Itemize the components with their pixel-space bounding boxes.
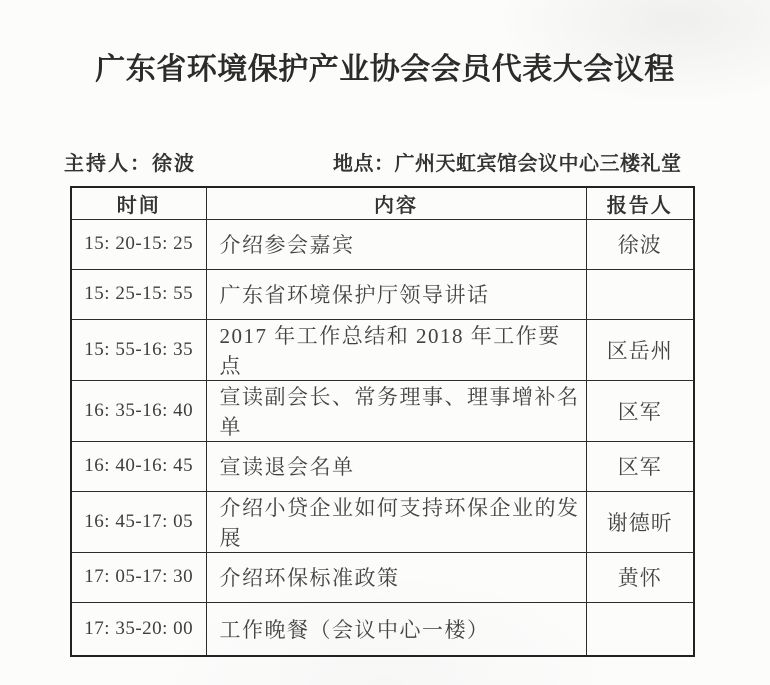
page-title: 广东省环境保护产业协会会员代表大会议程	[95, 53, 675, 86]
speaker-cell	[586, 602, 694, 656]
table-row	[71, 491, 694, 552]
speaker-cell: 区岳州	[586, 319, 694, 380]
time-cell: 15: 55-16: 35	[71, 319, 206, 380]
speaker-cell: 区军	[586, 441, 694, 491]
table-row	[71, 441, 694, 491]
time-cell: 15: 25-15: 55	[71, 269, 206, 319]
table-row	[71, 269, 694, 319]
speaker-cell: 黄怀	[586, 552, 694, 602]
speaker-cell: 区军	[586, 380, 694, 441]
time-cell: 16: 45-17: 05	[71, 491, 206, 552]
table-row	[71, 219, 694, 269]
table-row	[71, 602, 694, 656]
header-row	[71, 187, 694, 219]
time-cell: 17: 35-20: 00	[71, 602, 206, 656]
content-cell: 宣读退会名单	[206, 441, 586, 491]
header-speaker: 报告人	[586, 187, 694, 219]
table-row	[71, 380, 694, 441]
table-row	[71, 319, 694, 380]
time-cell: 15: 20-15: 25	[71, 219, 206, 269]
time-cell: 16: 40-16: 45	[71, 441, 206, 491]
speaker-cell	[586, 269, 694, 319]
content-cell: 介绍环保标准政策	[206, 552, 586, 602]
content-cell: 宣读副会长、常务理事、理事增补名单	[206, 380, 586, 441]
content-cell: 工作晚餐（会议中心一楼）	[206, 602, 586, 656]
content-cell: 广东省环境保护厅领导讲话	[206, 269, 586, 319]
content-cell: 介绍小贷企业如何支持环保企业的发展	[206, 491, 586, 552]
content-cell: 介绍参会嘉宾	[206, 219, 586, 269]
agenda-table	[70, 186, 695, 657]
time-cell: 17: 05-17: 30	[71, 552, 206, 602]
speaker-cell: 徐波	[586, 219, 694, 269]
meta-line	[0, 147, 770, 175]
speaker-cell: 谢德昕	[586, 491, 694, 552]
location-label: 地点：广州天虹宾馆会议中心三楼礼堂	[333, 153, 682, 175]
host-label: 主持人：徐波	[64, 153, 196, 175]
table-row	[71, 552, 694, 602]
header-time: 时间	[71, 187, 206, 219]
content-cell: 2017 年工作总结和 2018 年工作要点	[206, 319, 586, 380]
header-content: 内容	[206, 187, 586, 219]
time-cell: 16: 35-16: 40	[71, 380, 206, 441]
